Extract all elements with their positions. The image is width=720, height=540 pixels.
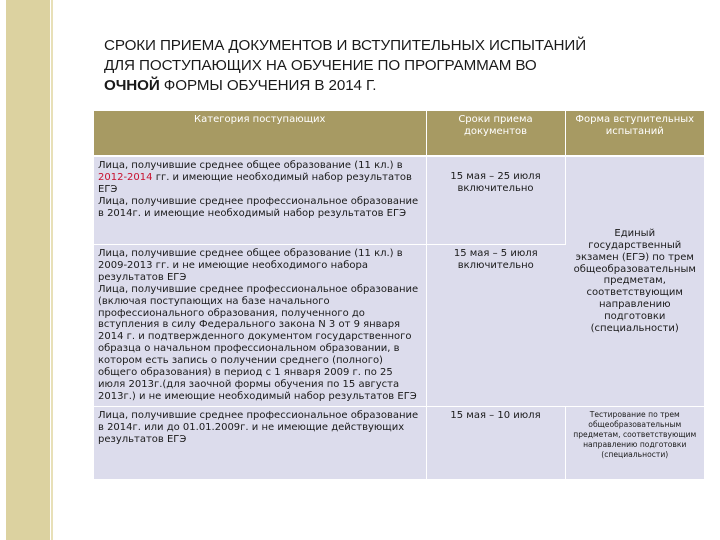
- category-text-b: Лица, получившие среднее профессиональное образование (включая поступающих на базе начального профессионального образования, полученного до вступления в силу Федерального закона N 3 от 9 января 2014 г. и подтвержденного документом государственного образца о начальном профессиональном образовании, в котором есть запись о получении среднего (полного) общего образования) в период с 1 января 2009 г. по 25 июля 2013г.(для заочной формы обучения по 15 августа 2013г.) и не имеющие необходимый набор результатов ЕГЭ: [98, 283, 419, 402]
- category-text-a-end: гг. и имеющие необходимый набор результатов ЕГЭ: [98, 171, 412, 195]
- header-exam-form: Форма вступительных испытаний: [565, 111, 704, 156]
- category-cell: [94, 156, 426, 245]
- term-cell: 15 мая – 5 июля включительно: [426, 245, 565, 407]
- table-row: [94, 156, 704, 245]
- table-row: [94, 406, 704, 479]
- decorative-left-line: [51, 0, 53, 540]
- term-cell: 15 мая – 10 июля: [426, 406, 565, 479]
- table-header-row: [94, 111, 704, 156]
- term-cell: 15 мая – 25 июля включительно: [426, 156, 565, 245]
- title-line-2: ДЛЯ ПОСТУПАЮЩИХ НА ОБУЧЕНИЕ ПО ПРОГРАММАМ ВО: [104, 57, 537, 74]
- header-terms: Сроки приема документов: [426, 111, 565, 156]
- title-line-1: СРОКИ ПРИЕМА ДОКУМЕНТОВ И ВСТУПИТЕЛЬНЫХ ИСПЫТАНИЙ: [104, 37, 587, 54]
- admission-table: [94, 111, 704, 480]
- title-line-3-rest: ФОРМЫ ОБУЧЕНИЯ В 2014 Г.: [159, 77, 377, 94]
- shared-exam-form-cell: Единый государственный экзамен (ЕГЭ) по трем общеобразовательным предметам, соответствующим направлению подготовки (специальности): [565, 156, 704, 406]
- decorative-left-bar: [6, 0, 50, 540]
- header-category: Категория поступающих: [94, 111, 426, 156]
- slide-title: [104, 36, 704, 96]
- exam-form-cell: Тестирование по трем общеобразовательным предметам, соответствующим направлению подготовки (специальности): [565, 406, 704, 479]
- title-bold-word: ОЧНОЙ: [104, 77, 160, 94]
- category-text-a: [98, 160, 422, 196]
- title-line-3: [104, 76, 704, 96]
- category-cell: Лица, получившие среднее профессиональное образование в 2014г. или до 01.01.2009г. и не имеющие действующих результатов ЕГЭ: [94, 406, 426, 479]
- category-text-a: Лица, получившие среднее общее образование (11 кл.) в 2009-2013 гг. и не имеющие необходимого набора результатов ЕГЭ: [98, 248, 403, 283]
- highlighted-years: 2012-2014: [98, 171, 153, 183]
- category-cell: [94, 245, 426, 407]
- category-text-b: Лица, получившие среднее профессиональное образование в 2014г. и имеющие необходимый набор результатов ЕГЭ: [98, 195, 419, 219]
- category-text-a-start: Лица, получившие среднее общее образование (11 кл.) в: [98, 160, 403, 171]
